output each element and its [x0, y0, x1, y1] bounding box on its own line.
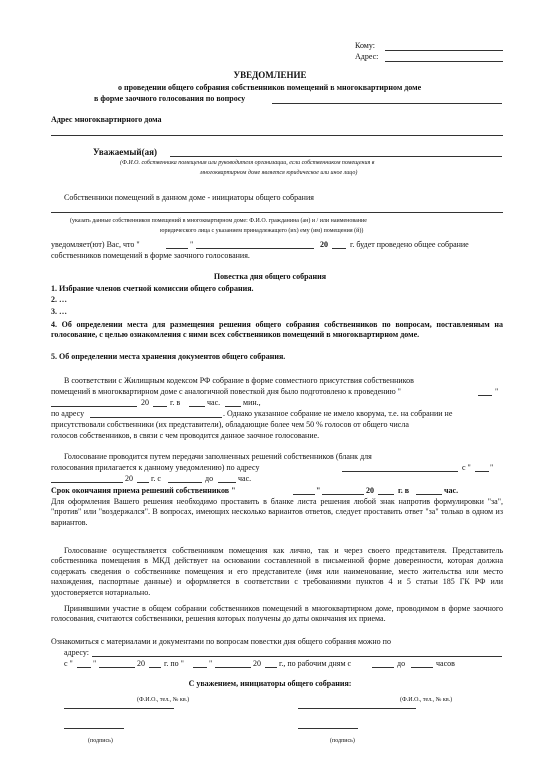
left-name-field[interactable]	[64, 708, 174, 709]
para2-from-time: г. с	[151, 474, 161, 483]
para5-from: с "	[64, 659, 73, 668]
para1-year-field[interactable]	[153, 406, 167, 407]
notify-part-2: "	[190, 240, 194, 249]
para2-day-field[interactable]	[475, 471, 489, 472]
address-field[interactable]	[385, 61, 503, 62]
closing-text: С уважением, инициаторы общего собрания:	[188, 679, 352, 688]
notify-year-prefix: 20	[320, 240, 328, 249]
para5-until: до	[397, 659, 406, 668]
para2-instructions: Для оформления Вашего решения необходимо проставить в бланке листа решения любой знак напротив формулировки "за", "против" или "воздержался". В вопросах, имеющих несколько вариантов ответов, следует проставить ответ "за" только в одном из вариантов.	[51, 497, 503, 527]
addressee-hint-1: (Ф.И.О. собственника помещения или руководителя организации, если собственником помещения в	[120, 160, 375, 166]
para5-to-month-field[interactable]	[215, 667, 251, 668]
para1-minute-label: мин.,	[243, 398, 261, 407]
para2-from-time-field[interactable]	[168, 482, 202, 483]
para3-representative: Голосование осуществляется собственником помещения как лично, так и через своего представителя. Представитель собственника помещения в МКД действует на основании составленной в письменной форме доверенности, которая должна содержать сведения о собственнике помещения и его представителе (имя или наименование, место жительства или место нахождения, паспортные данные) и оформляется в соответствии с требованиями пунктов 4 и 5 статьи 185 ГК РФ или удостоверяется нотариально.	[51, 546, 503, 597]
to-field[interactable]	[385, 50, 503, 51]
para5-to: г. по "	[164, 659, 184, 668]
initiators-text: Собственники помещений в данном доме - инициаторы общего собрания	[64, 193, 314, 202]
right-signature-hint: (подпись)	[330, 738, 355, 744]
para2-from: с "	[462, 463, 471, 472]
para2-quote: "	[490, 463, 494, 472]
building-address-label: Адрес многоквартирного дома	[51, 115, 162, 124]
para1-hour-field[interactable]	[189, 406, 205, 407]
deadline-hour-label: час.	[444, 486, 459, 495]
notify-year-field[interactable]	[332, 248, 346, 249]
para1-line-2: помещений в многоквартирном доме с аналогичной повесткой дня было подготовлено к проведению "	[51, 387, 401, 396]
para5-quote-2: "	[209, 659, 213, 668]
notify-month-field[interactable]	[196, 248, 314, 249]
para1-line-6: голосов собственников, в связи с чем проводится данное заочное голосование.	[51, 431, 320, 440]
para5-address-field[interactable]	[92, 656, 502, 657]
left-signature-field[interactable]	[64, 728, 124, 729]
agenda-item-4: 4. Об определении места для размещения решения общего собрания собственников по вопросам, поставленным на голосование, с целью ознакомления с ними всех собственников помещений в многоквартирном доме.	[51, 320, 503, 340]
right-name-field[interactable]	[298, 708, 416, 709]
para1-day-field[interactable]	[478, 395, 492, 396]
para5-quote-1: "	[93, 659, 97, 668]
para2-line-1: Голосование проводится путем передачи заполненных решений собственников (бланк для	[64, 452, 372, 461]
deadline-quote: "	[316, 486, 321, 495]
notify-line-2: собственников помещений в форме заочного голосования.	[51, 251, 250, 260]
initiators-field[interactable]	[51, 212, 503, 213]
deadline-at: г. в	[398, 486, 410, 495]
deadline-year-prefix: 20	[366, 486, 374, 495]
initiators-hint-2: юридического лица с указанием принадлежащего (их) ему (им) помещения (й))	[160, 228, 364, 234]
initiators-hint-1: (указать данные собственников помещений в многоквартирном доме: Ф.И.О. гражданина (ан) и / или наименование	[70, 218, 367, 224]
addressee-hint-2: многоквартирном доме является юридическое или иное лицо)	[200, 170, 358, 176]
left-name-hint: (Ф.И.О., тел., № кв.)	[137, 697, 190, 703]
para2-year-field[interactable]	[137, 482, 149, 483]
page-title: УВЕДОМЛЕНИЕ	[233, 70, 307, 80]
deadline-day-field[interactable]	[293, 494, 315, 495]
para5-workdays: г., по рабочим дням с	[279, 659, 352, 668]
para1-address-field[interactable]	[90, 417, 222, 418]
agenda-title: Повестка дня общего собрания	[213, 272, 327, 281]
deadline-label: Срок окончания приема решений собственников "	[51, 486, 236, 495]
deadline-month-field[interactable]	[322, 494, 364, 495]
title-line-1: о проведении общего собрания собственников помещений в многоквартирном доме	[118, 83, 422, 92]
para1-minute-field[interactable]	[225, 406, 241, 407]
para5-hours-label: часов	[436, 659, 455, 668]
para5-from-year-prefix: 20	[137, 659, 145, 668]
to-label: Кому:	[355, 41, 375, 50]
para1-line-1: В соответствии с Жилищным кодексом РФ собрание в форме совместного присутствия собственников	[64, 376, 414, 385]
para1-hour-label: час.	[207, 398, 221, 407]
notify-part-1: уведомляет(ют) Вас, что "	[51, 240, 140, 249]
para1-month-field[interactable]	[51, 406, 137, 407]
para2-month-field[interactable]	[51, 482, 123, 483]
right-signature-field[interactable]	[298, 728, 358, 729]
para1-line-5: присутствовали собственники (их представители), обладающие более чем 50 % голосов от общего числа	[51, 420, 409, 429]
agenda-item-1: 1. Избрание членов счетной комиссии общего собрания.	[51, 284, 254, 293]
right-name-hint: (Ф.И.О., тел., № кв.)	[400, 697, 453, 703]
agenda-item-2: 2. …	[51, 295, 67, 304]
para5-to-hour-field[interactable]	[411, 667, 433, 668]
para5-line-1: Ознакомиться с материалами и документами по вопросам повестки дня общего собрания можно по	[51, 637, 391, 646]
para2-to-time-field[interactable]	[218, 482, 236, 483]
para5-to-year-field[interactable]	[265, 667, 277, 668]
para2-hour-label: час.	[238, 474, 252, 483]
para5-line-2: адресу:	[64, 648, 89, 657]
addressee-field[interactable]	[170, 156, 502, 157]
para1-at: г. в	[170, 398, 181, 407]
deadline-hour-field[interactable]	[416, 494, 442, 495]
para5-from-day-field[interactable]	[77, 667, 91, 668]
title-line-2: в форме заочного голосования по вопросу	[94, 94, 246, 103]
para5-to-year-prefix: 20	[253, 659, 261, 668]
para2-to-time: до	[205, 474, 214, 483]
para2-line-2: голосования прилагается к данному уведомлению) по адресу	[51, 463, 260, 472]
greeting-label: Уважаемый(ая)	[93, 147, 157, 157]
agenda-item-3: 3. …	[51, 307, 67, 316]
address-label: Адрес:	[355, 52, 379, 61]
left-signature-hint: (подпись)	[88, 738, 113, 744]
para1-line-4: . Однако указанное собрание не имело кворума, т.е. на собрании не	[223, 409, 453, 418]
para2-address-field[interactable]	[342, 471, 458, 472]
para5-from-year-field[interactable]	[149, 667, 161, 668]
para2-year-prefix: 20	[125, 474, 133, 483]
notify-part-4: г. будет проведено общее собрание	[350, 240, 469, 249]
para5-from-hour-field[interactable]	[372, 667, 394, 668]
para5-to-day-field[interactable]	[193, 667, 207, 668]
para1-year-prefix: 20	[141, 398, 149, 407]
deadline-year-field[interactable]	[378, 494, 394, 495]
para1-address-label: по адресу	[51, 409, 85, 418]
para1-quote: "	[495, 387, 499, 396]
agenda-item-5: 5. Об определении места хранения документов общего собрания.	[51, 352, 286, 361]
notify-day-field[interactable]	[166, 248, 188, 249]
building-address-field[interactable]	[51, 135, 503, 136]
para4-participants: Принявшими участие в общем собрании собственников помещений в многоквартирном доме, проводимом в форме заочного голосования, считаются собственники, решения которых получены до даты окончания их приема.	[51, 604, 503, 624]
question-field[interactable]	[272, 103, 502, 104]
para5-from-month-field[interactable]	[99, 667, 135, 668]
